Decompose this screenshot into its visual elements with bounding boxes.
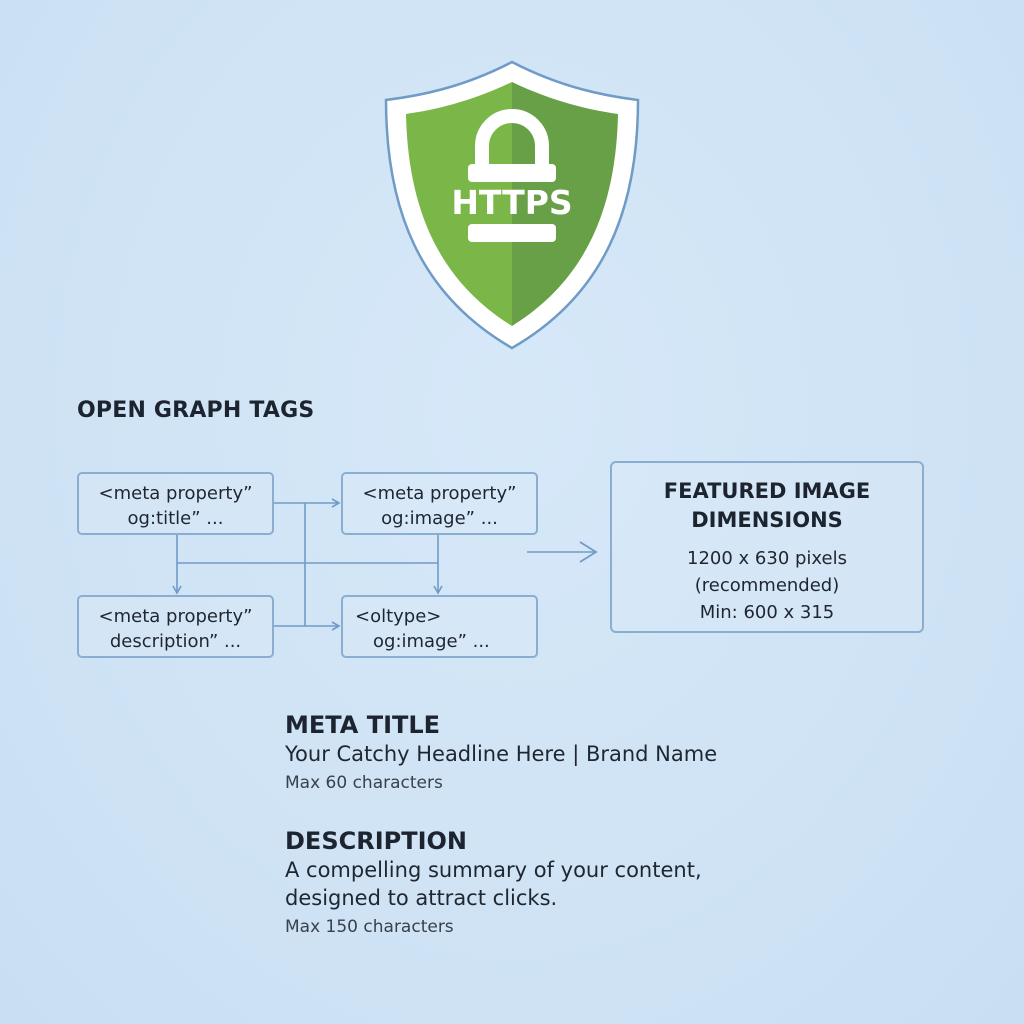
- tag-line: description” ...: [109, 631, 242, 652]
- tag-line: og:image” ...: [381, 508, 498, 529]
- tag-line: <meta property”: [98, 483, 253, 504]
- https-shield-icon: [384, 60, 640, 350]
- og-type-tag-box: [341, 595, 538, 658]
- featured-image-details: [612, 545, 922, 626]
- og-description-tag-box: [77, 595, 274, 658]
- open-graph-heading: OPEN GRAPH TAGS: [77, 398, 315, 423]
- meta-title-limit: Max 60 characters: [285, 773, 443, 793]
- tag-line: <oltype>: [355, 606, 442, 627]
- https-label: HTTPS: [451, 183, 573, 222]
- meta-title-text: Your Catchy Headline Here | Brand Name: [285, 742, 718, 766]
- featured-image-box: [610, 461, 924, 633]
- featured-title-line: FEATURED IMAGE: [663, 479, 871, 503]
- description-section: [285, 826, 702, 940]
- description-limit: Max 150 characters: [285, 917, 454, 937]
- featured-size: 1200 x 630 pixels: [687, 548, 847, 569]
- tag-line: og:title” ...: [127, 508, 224, 529]
- description-line: designed to attract clicks.: [285, 886, 558, 910]
- og-title-tag-box: [77, 472, 274, 535]
- og-image-tag-box: [341, 472, 538, 535]
- meta-title-value: [285, 740, 717, 768]
- description-line: A compelling summary of your content,: [285, 858, 702, 882]
- meta-title-heading: META TITLE: [285, 711, 441, 739]
- tag-line: <meta property”: [98, 606, 253, 627]
- tag-line: <meta property”: [362, 483, 517, 504]
- tag-line: og:image” ...: [373, 631, 490, 652]
- description-heading: DESCRIPTION: [285, 827, 468, 855]
- description-value: [285, 856, 702, 912]
- featured-image-title: [612, 477, 922, 535]
- featured-min: Min: 600 x 315: [699, 602, 835, 623]
- featured-note: (recommended): [694, 575, 840, 596]
- meta-title-section: [285, 710, 717, 796]
- featured-title-line: DIMENSIONS: [691, 508, 843, 532]
